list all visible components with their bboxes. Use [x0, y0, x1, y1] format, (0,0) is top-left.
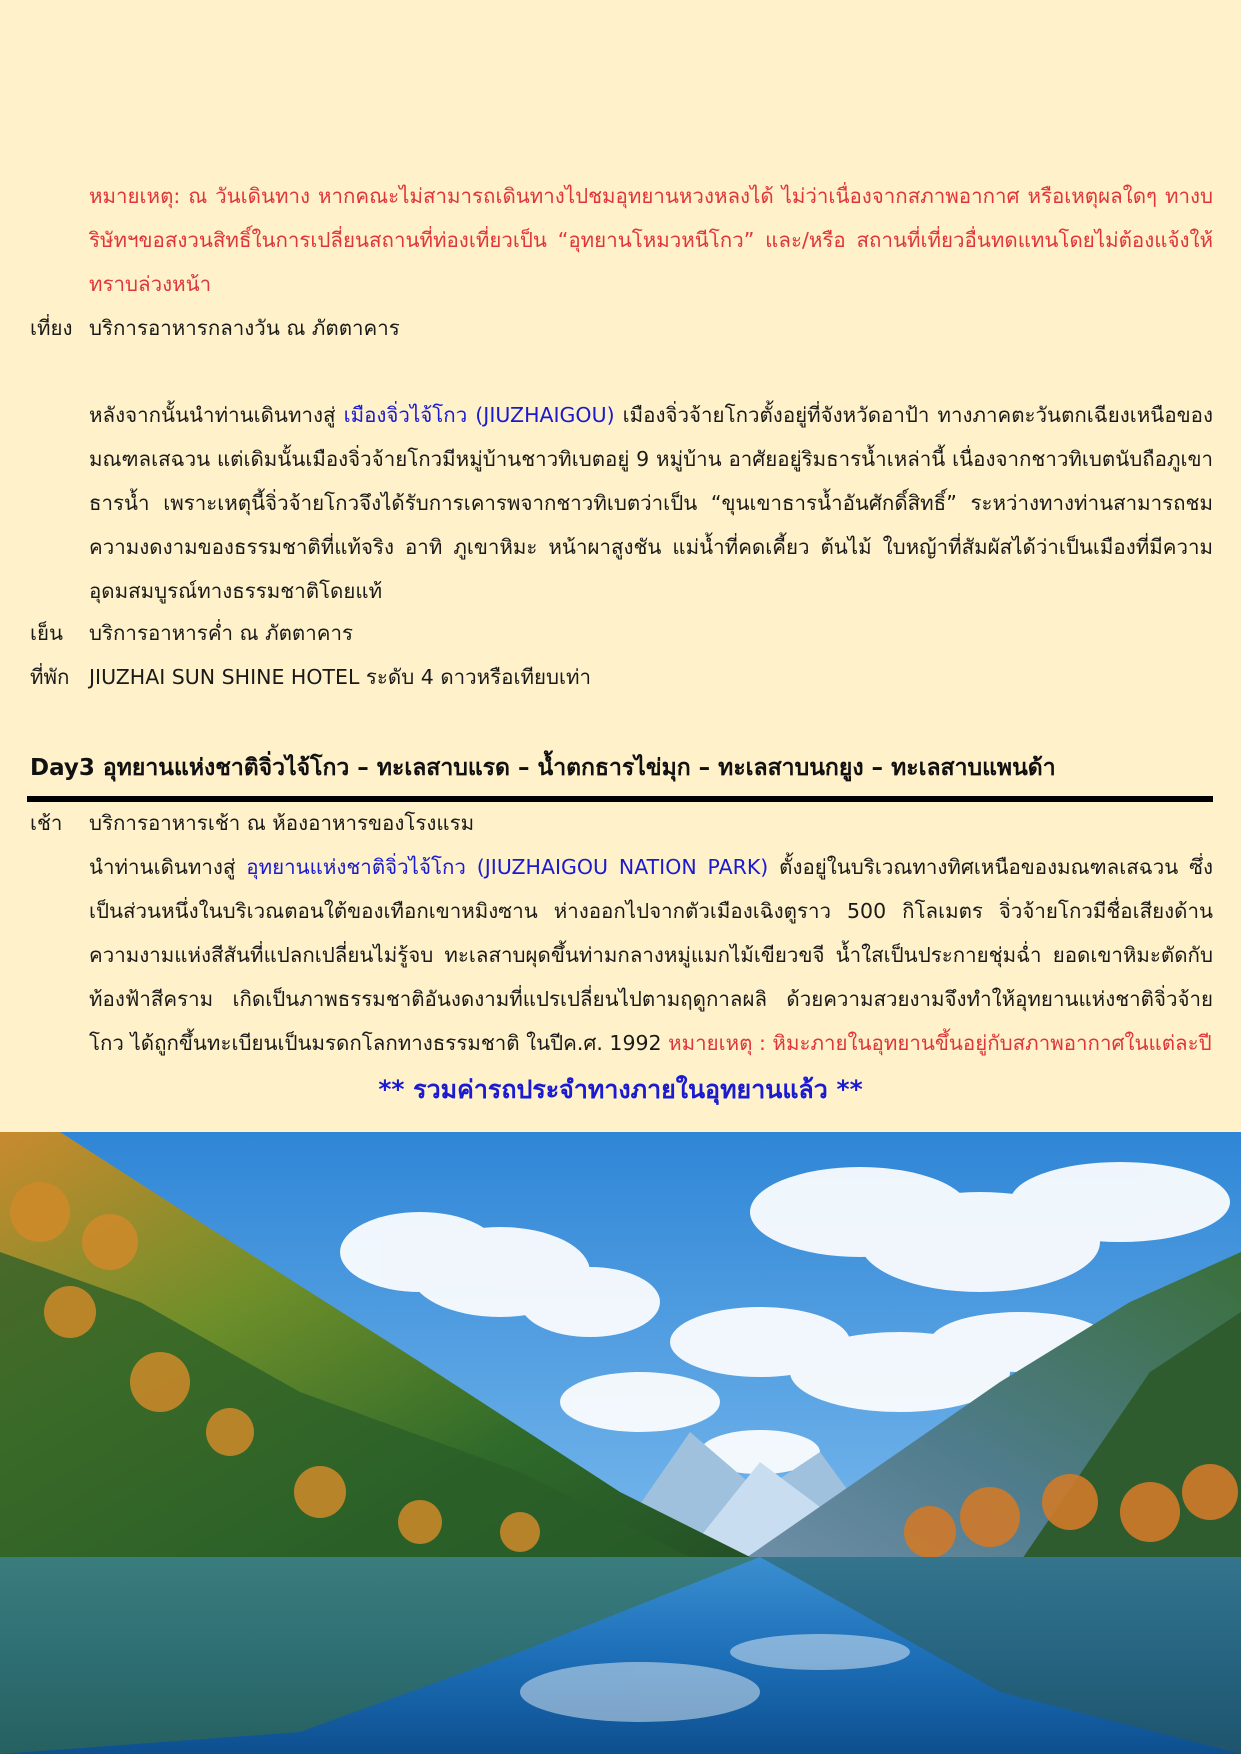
place-name: อุทยานแห่งชาติจิ่วไจ้โกว (JIUZHAIGOU NATION PARK): [246, 855, 769, 879]
note-text: หมายเหตุ: ณ วันเดินทาง หากคณะไม่สามารถเดินทางไปชมอุทยานหวงหลงได้ ไม่ว่าเนื่องจากสภาพอากาศ หรือเหตุผลใดๆ ทางบริษัทฯขอสงวนสิทธิ์ในการเปลี่ยนสถานที่ท่องเที่ยวเป็น “อุทยานโหมวหนีโกว” และ/หรือ สถานที่เที่ยวอื่นทดแทนโดยไม่ต้องแจ้งให้ทราบล่วงหน้า: [89, 184, 1213, 296]
jiuzhaigou-lake-photo: [0, 1132, 1241, 1754]
hotel-label: ที่พัก: [30, 665, 70, 689]
meal-label: เที่ยง: [30, 316, 73, 340]
day-heading: Day3 อุทยานแห่งชาติจิ่วไจ้โกว – ทะเลสาบแรด – น้ำตกธารไข่มุก – ทะเลสาบนกยูง – ทะเลสาบแพนด้า: [30, 755, 1056, 781]
meal-text: บริการอาหารเช้า ณ ห้องอาหารของโรงแรม: [89, 811, 475, 835]
jiuzhaigou-paragraph: [30, 393, 1213, 613]
meal-label: เย็น: [30, 621, 64, 645]
landscape-illustration: [0, 1132, 1241, 1754]
meal-lunch: [30, 306, 1213, 350]
bus-included-note: ** รวมค่ารถประจำทางภายในอุทยานแล้ว **: [378, 1075, 863, 1104]
note-block: [30, 174, 1213, 306]
paragraph-text: [89, 393, 1213, 613]
meal-dinner: [30, 611, 1213, 655]
paragraph-lead: นำท่านเดินทางสู่: [89, 855, 247, 879]
meal-text: บริการอาหารค่ำ ณ ภัตตาคาร: [89, 621, 353, 645]
paragraph-text: [89, 845, 1213, 1065]
meal-label: เช้า: [30, 811, 63, 835]
hotel-row: [30, 655, 1213, 699]
park-paragraph: [30, 845, 1213, 1065]
meal-text: บริการอาหารกลางวัน ณ ภัตตาคาร: [89, 316, 400, 340]
place-name: เมืองจิ่วไจ้โกว (JIUZHAIGOU): [343, 403, 615, 427]
hotel-text: JIUZHAI SUN SHINE HOTEL ระดับ 4 ดาวหรือเทียบเท่า: [89, 665, 592, 689]
meal-breakfast: [30, 801, 1213, 845]
paragraph-rest: ตั้งอยู่ในบริเวณทางทิศเหนือของมณฑลเสฉวน ซึ่งเป็นส่วนหนึ่งในบริเวณตอนใต้ของเทือกเขาหมิงซาน ห่างออกไปจากตัวเมืองเฉิงตูราว 500 กิโลเมตร จิ่วจ้ายโกวมีชื่อเสียงด้านความงามแห่งสีสันที่แปลกเปลี่ยนไม่รู้จบ ทะเลสาบผุดขึ้นท่ามกลางหมู่แมกไม้เขียวขจี น้ำใสเป็นประกายชุ่มฉ่ำ ยอดเขาหิมะตัดกับท้องฟ้าสีคราม เกิดเป็นภาพธรรมชาติอันงดงามที่แปรเปลี่ยนไปตามฤดูกาลผลิ ด้วยความสวยงามจึงทำให้อุทยานแห่งชาติจิ่วจ้ายโกว ได้ถูกขึ้นทะเบียนเป็นมรดกโลกทางธรรมชาติ ในปีค.ศ. 1992: [89, 855, 1213, 1055]
paragraph-rest: เมืองจิ่วจ้ายโกวตั้งอยู่ที่จังหวัดอาป้า ทางภาคตะวันตกเฉียงเหนือของมณฑลเสฉวน แต่เดิมนั้นเมืองจิ่วจ้ายโกวมีหมู่บ้านชาวทิเบตอยู่ 9 หมู่บ้าน อาศัยอยู่ริมธารน้ำเหล่านี้ เนื่องจากชาวทิเบตนับถือภูเขา ธารน้ำ เพราะเหตุนี้จิ่วจ้ายโกวจึงได้รับการเคารพจากชาวทิเบตว่าเป็น “ขุนเขาธารน้ำอันศักดิ์สิทธิ์” ระหว่างทางท่านสามารถชมความงดงามของธรรมชาติที่แท้จริง อาทิ ภูเขาหิมะ หน้าผาสูงชัน แม่น้ำที่คดเคี้ยว ต้นไม้ ใบหญ้าที่สัมผัสได้ว่าเป็นเมืองที่มีความอุดมสมบูรณ์ทางธรรมชาติโดยแท้: [89, 403, 1213, 603]
paragraph-lead: หลังจากนั้นนำท่านเดินทางสู่: [89, 403, 344, 427]
snow-note: หมายเหตุ : หิมะภายในอุทยานขึ้นอยู่กับสภาพอากาศในแต่ละปี: [668, 1031, 1212, 1055]
